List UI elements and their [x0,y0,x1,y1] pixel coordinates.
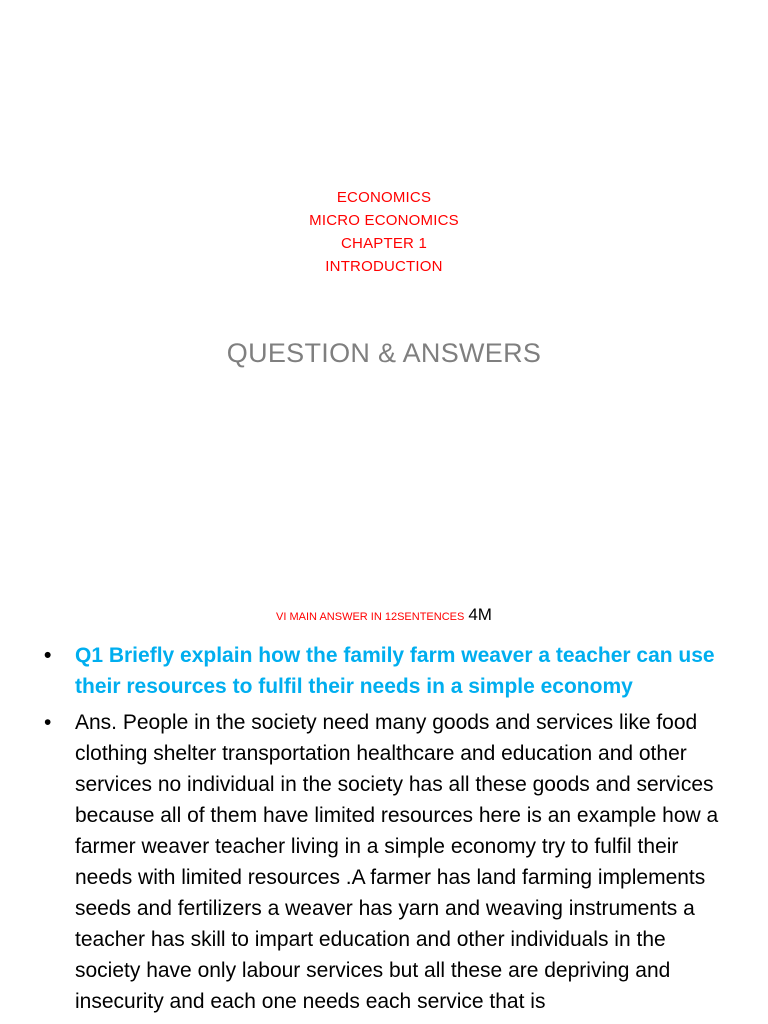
section-heading: QUESTION & ANSWERS [226,338,542,368]
instruction-text: VI MAIN ANSWER IN 12SENTENCES [276,611,465,623]
answer-text: Ans. People in the society need many goods and services like food clothing shelter transportation healthcare and education and other services no individual in the society has all these goods and services because all of them have limited resources here is an example how a farmer weaver teacher living in a simple economy try to fulfil their needs with limited resources .A farmer has land farming implements seeds and fertilizers a weaver has yarn and weaving instruments a teacher has skill to impart education and other individuals in the society have only labour services but all these are depriving and insecurity and each one needs each service that is [75,711,719,1013]
answer-item [44,707,734,1017]
title-block [0,186,768,278]
answer-instruction [0,604,768,628]
question-text: Q1 Briefly explain how the family farm weaver a teacher can use their resources to fulfil their needs in a simple economy [75,644,715,698]
question-item [44,640,734,702]
bullet-icon: • [44,644,52,667]
bullet-icon: • [44,711,52,734]
subject-subtitle: MICRO ECONOMICS [309,212,459,229]
qa-list [44,640,734,1017]
subject-title: ECONOMICS [336,189,432,206]
marks-label: 4M [468,605,492,624]
chapter-number: CHAPTER 1 [341,235,427,252]
chapter-title: INTRODUCTION [325,258,443,275]
